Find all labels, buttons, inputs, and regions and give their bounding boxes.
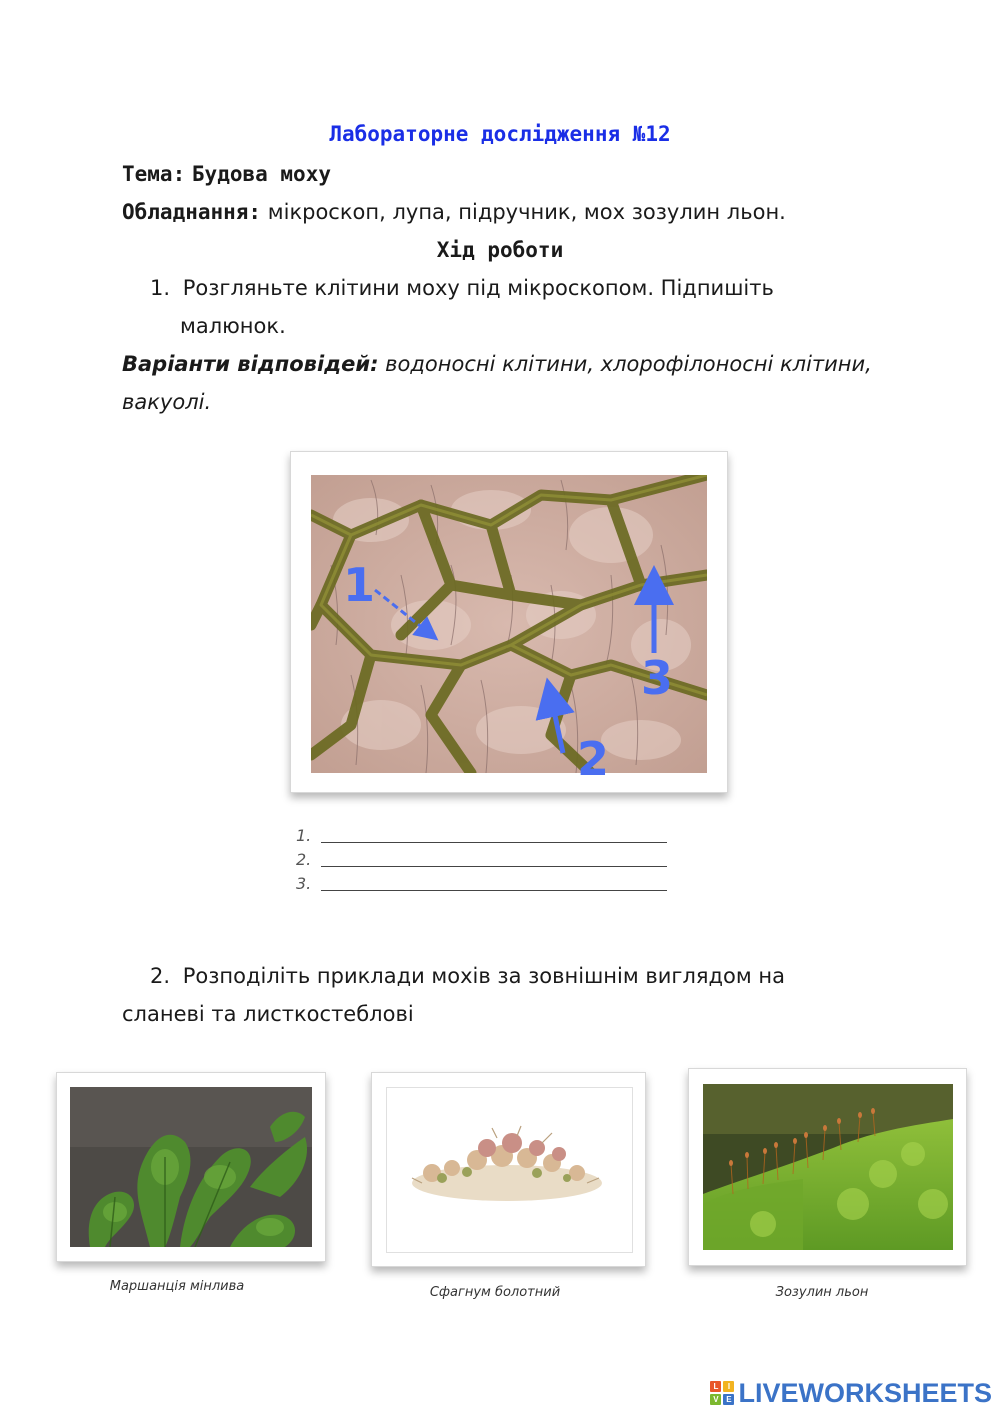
answer-blank-3[interactable] bbox=[321, 890, 667, 891]
polytrichum-image bbox=[703, 1084, 953, 1250]
answer-number-2: 2. bbox=[296, 850, 312, 869]
marchantia-image bbox=[70, 1087, 312, 1247]
answer-blank-2[interactable] bbox=[321, 866, 667, 867]
equipment-line bbox=[122, 200, 786, 224]
answer-number-3: 3. bbox=[296, 874, 312, 893]
task2-text-line1: Розподіліть приклади мохів за зовнішнім виглядом на bbox=[182, 964, 785, 988]
liveworksheets-text: LIVEWORKSHEETS bbox=[738, 1377, 992, 1408]
answer-options-line2: вакуолі. bbox=[122, 390, 212, 414]
photo-frame-polytrichum[interactable] bbox=[688, 1068, 967, 1300]
answer-blank-1[interactable] bbox=[321, 842, 667, 843]
task1-text-line2: малюнок. bbox=[180, 314, 286, 338]
topic-line bbox=[122, 162, 331, 186]
topic-value: Будова моху bbox=[191, 162, 331, 186]
answer-options-label: Варіанти відповідей: bbox=[122, 352, 379, 376]
answer-row-2 bbox=[296, 850, 667, 869]
answer-number-1: 1. bbox=[296, 826, 312, 845]
task2-number: 2. bbox=[150, 964, 171, 988]
photo-frame-sphagnum[interactable] bbox=[371, 1072, 646, 1300]
caption-sphagnum: Сфагнум болотний bbox=[429, 1285, 561, 1300]
micrograph-label-2: 2 bbox=[577, 732, 610, 786]
caption-marchantia: Маршанція мінлива bbox=[109, 1279, 245, 1294]
equipment-label: Обладнання: bbox=[122, 200, 262, 224]
task2-text-line2: сланеві та листкостеблові bbox=[122, 1002, 414, 1026]
task1 bbox=[150, 276, 774, 300]
answer-options-line1: водоносні клітини, хлорофілоносні клітини, bbox=[385, 352, 872, 376]
sphagnum-image bbox=[387, 1088, 632, 1252]
photo-frame-marchantia[interactable] bbox=[56, 1072, 326, 1294]
liveworksheets-logo[interactable] bbox=[710, 1378, 992, 1408]
sphagnum-image-mat bbox=[386, 1087, 633, 1253]
answer-options-line bbox=[122, 352, 872, 376]
logo-letter-l: L bbox=[710, 1381, 721, 1392]
equipment-value: мікроскоп, лупа, підручник, мох зозулин льон. bbox=[267, 200, 786, 224]
logo-letter-v: V bbox=[710, 1394, 721, 1405]
liveworksheets-icon bbox=[710, 1381, 734, 1405]
procedure-heading: Хід роботи bbox=[436, 238, 564, 262]
task1-text-line1: Розгляньте клітини моху під мікроскопом. Підпишіть bbox=[182, 276, 774, 300]
task2 bbox=[150, 964, 785, 988]
logo-letter-i: I bbox=[723, 1381, 734, 1392]
task1-number: 1. bbox=[150, 276, 171, 300]
logo-letter-e: E bbox=[723, 1394, 734, 1405]
moss-cells-micrograph bbox=[311, 475, 707, 773]
caption-polytrichum: Зозулин льон bbox=[775, 1285, 869, 1300]
micrograph-label-1: 1 bbox=[343, 558, 376, 612]
topic-label: Тема: bbox=[122, 162, 186, 186]
answer-row-3 bbox=[296, 874, 667, 893]
micrograph-label-3: 3 bbox=[641, 651, 674, 705]
microscope-image-frame bbox=[290, 451, 728, 793]
worksheet-title: Лабораторне дослідження №12 bbox=[329, 122, 671, 146]
answer-row-1 bbox=[296, 826, 667, 845]
